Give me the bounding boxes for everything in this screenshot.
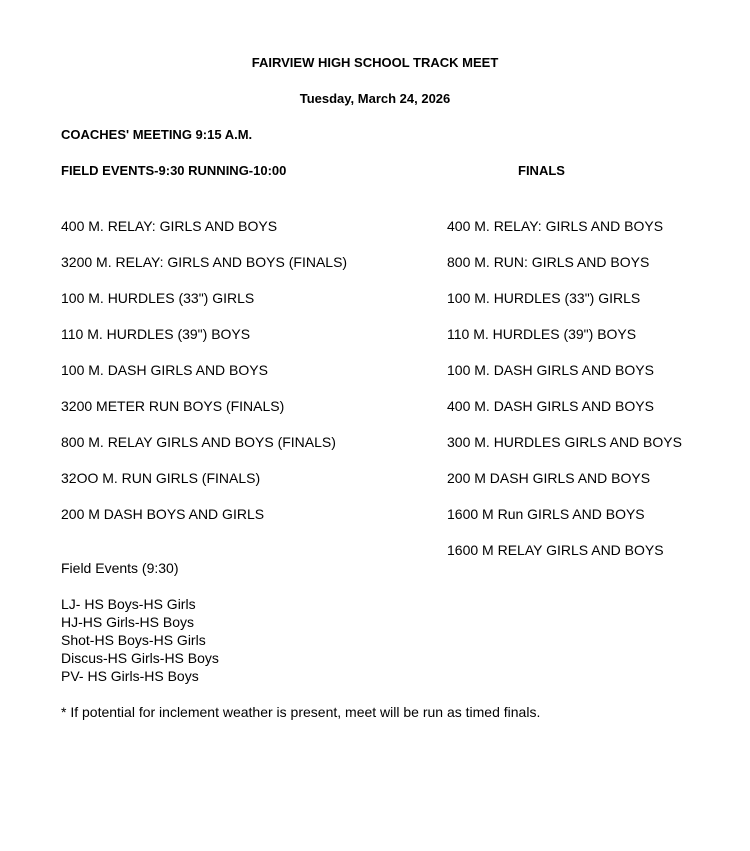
finals-event: 400 M. RELAY: GIRLS AND BOYS <box>447 218 664 234</box>
field-event: LJ- HS Boys-HS Girls <box>61 596 196 612</box>
running-event: 3200 M. RELAY: GIRLS AND BOYS (FINALS) <box>61 254 348 270</box>
finals-event: 400 M. DASH GIRLS AND BOYS <box>447 398 654 414</box>
finals-event: 100 M. DASH GIRLS AND BOYS <box>447 362 654 378</box>
field-event: HJ-HS Girls-HS Boys <box>61 614 195 630</box>
event-schedule: FIELD EVENTS-9:30 RUNNING-10:00 <box>61 163 287 178</box>
finals-heading: FINALS <box>518 163 565 178</box>
field-event: Discus-HS Girls-HS Boys <box>61 650 219 666</box>
running-event: 100 M. HURDLES (33") GIRLS <box>61 290 255 306</box>
field-event: PV- HS Girls-HS Boys <box>61 668 199 684</box>
running-event: 110 M. HURDLES (39") BOYS <box>61 326 251 342</box>
finals-event: 1600 M Run GIRLS AND BOYS <box>447 506 645 522</box>
running-event: 100 M. DASH GIRLS AND BOYS <box>61 362 268 378</box>
page-title: FAIRVIEW HIGH SCHOOL TRACK MEET <box>251 55 499 70</box>
weather-footnote: * If potential for inclement weather is present, meet will be run as timed finals. <box>61 704 541 720</box>
meet-date: Tuesday, March 24, 2026 <box>299 91 451 106</box>
running-event: 32OO M. RUN GIRLS (FINALS) <box>61 470 261 486</box>
finals-event: 200 M DASH GIRLS AND BOYS <box>447 470 651 486</box>
coaches-meeting: COACHES' MEETING 9:15 A.M. <box>61 127 253 142</box>
finals-event: 1600 M RELAY GIRLS AND BOYS <box>447 542 664 558</box>
finals-event: 100 M. HURDLES (33") GIRLS <box>447 290 641 306</box>
field-event: Shot-HS Boys-HS Girls <box>61 632 206 648</box>
running-event: 3200 METER RUN BOYS (FINALS) <box>61 398 285 414</box>
finals-event: 110 M. HURDLES (39") BOYS <box>447 326 637 342</box>
running-event: 800 M. RELAY GIRLS AND BOYS (FINALS) <box>61 434 336 450</box>
running-event: 200 M DASH BOYS AND GIRLS <box>61 506 265 522</box>
running-event: 400 M. RELAY: GIRLS AND BOYS <box>61 218 278 234</box>
field-events-heading: Field Events (9:30) <box>61 560 179 576</box>
finals-event: 800 M. RUN: GIRLS AND BOYS <box>447 254 650 270</box>
finals-event: 300 M. HURDLES GIRLS AND BOYS <box>447 434 682 450</box>
